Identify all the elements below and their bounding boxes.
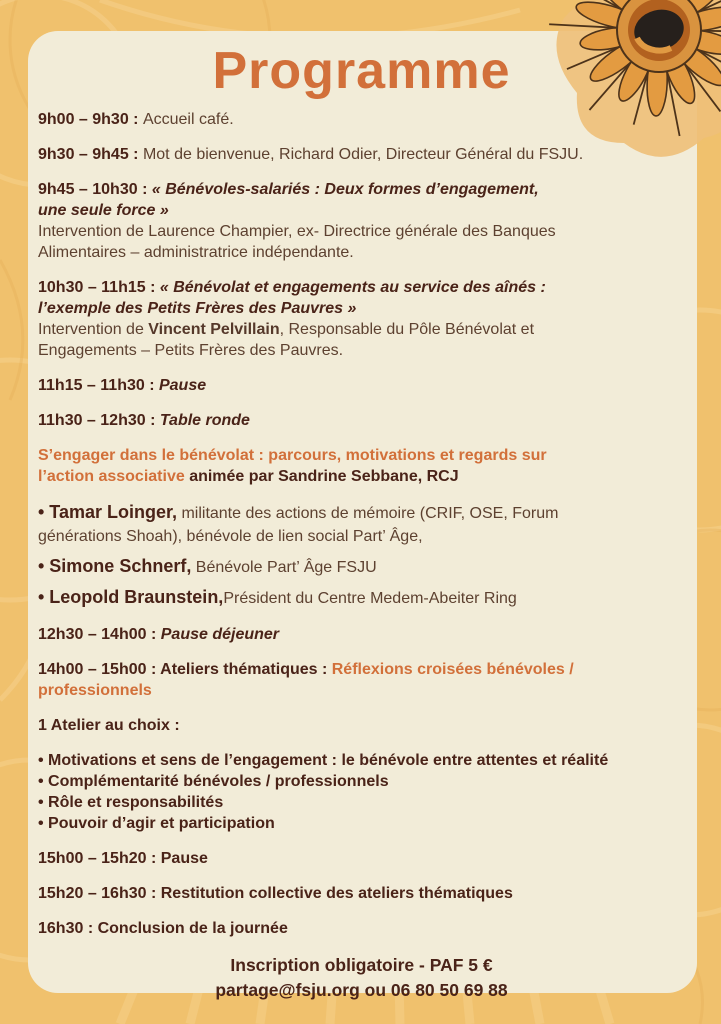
paragraph — [38, 277, 685, 361]
text-segment: Engagements – Petits Frères des Pauvres. — [38, 342, 344, 359]
footer — [38, 953, 685, 1003]
text-segment: Vincent Pelvillain — [148, 321, 280, 338]
paragraph — [38, 375, 685, 396]
paragraph — [38, 410, 685, 431]
text-segment: 15h00 – 15h20 : Pause — [38, 850, 208, 867]
text-segment: une seule force » — [38, 202, 169, 219]
footer-registration: Inscription obligatoire - PAF 5 € — [230, 955, 493, 975]
list-item — [38, 792, 685, 813]
text-segment: Réflexions croisées bénévoles / — [331, 661, 574, 678]
text-segment: S’engager dans le bénévolat : parcours, motivations et regards sur — [38, 447, 547, 464]
sunflower-illustration — [509, 0, 721, 218]
text-segment: 10h30 – 11h15 : — [38, 279, 160, 296]
list-item — [38, 771, 685, 792]
schedule-line — [38, 319, 685, 340]
text-segment: 1 Atelier au choix : — [38, 717, 180, 734]
schedule-line — [38, 586, 685, 610]
text-segment: Intervention de Laurence Champier, ex- Directrice générale des Banques — [38, 223, 556, 240]
schedule-line — [38, 242, 685, 263]
text-segment: Bénévole Part’ Âge FSJU — [191, 559, 377, 576]
text-segment: Alimentaires – administratrice indépendante. — [38, 244, 354, 261]
schedule-line — [38, 624, 685, 645]
text-segment: Pause déjeuner — [160, 626, 280, 643]
list-item — [38, 555, 685, 579]
text-segment: • Tamar Loinger, — [38, 502, 177, 522]
schedule-line — [38, 680, 685, 701]
text-segment: l’action associative — [38, 468, 190, 485]
text-segment: 16h30 : Conclusion de la journée — [38, 920, 288, 937]
schedule-paragraph — [38, 659, 685, 701]
text-segment: 9h00 – 9h30 : — [38, 111, 143, 128]
schedule-line — [38, 792, 685, 813]
text-segment: militante des actions de mémoire (CRIF, OSE, Forum — [177, 505, 559, 522]
schedule-paragraph — [38, 375, 685, 396]
text-segment: Accueil café. — [142, 111, 234, 128]
schedule-paragraph — [38, 715, 685, 736]
schedule-paragraph — [38, 277, 685, 361]
schedule-paragraph — [38, 918, 685, 939]
schedule-line — [38, 883, 685, 904]
text-segment: professionnels — [38, 682, 152, 699]
paragraph — [38, 659, 685, 701]
text-segment: Table ronde — [159, 412, 250, 429]
schedule-line — [38, 221, 685, 242]
text-segment: , Responsable du Pôle Bénévolat et — [279, 321, 535, 338]
text-segment: 11h15 – 11h30 : — [38, 377, 159, 394]
schedule-line — [38, 813, 685, 834]
text-segment: 9h30 – 9h45 : — [38, 146, 143, 163]
text-segment: 14h00 – 15h00 : Ateliers thématiques : — [38, 661, 332, 678]
paragraph — [38, 918, 685, 939]
list-item — [38, 750, 685, 771]
paragraph — [38, 445, 685, 487]
text-segment: 9h45 – 10h30 : — [38, 181, 152, 198]
footer-contact: partage@fsju.org ou 06 80 50 69 88 — [215, 980, 508, 1000]
text-segment: • Motivations et sens de l’engagement : le bénévole entre attentes et réalité — [38, 752, 609, 769]
list-item — [38, 501, 685, 548]
schedule-list-block — [38, 750, 685, 834]
text-segment: l’exemple des Petits Frères des Pauvres » — [38, 300, 357, 317]
text-segment: • Simone Schnerf, — [38, 556, 192, 576]
schedule-paragraph — [38, 410, 685, 431]
schedule-line — [38, 918, 685, 939]
schedule-line — [38, 525, 685, 548]
text-segment: animée par Sandrine Sebbane, RCJ — [189, 468, 459, 485]
text-segment: Mot de bienvenue, Richard Odier, Directeur Général du FSJU. — [142, 146, 584, 163]
schedule-line — [38, 848, 685, 869]
schedule-list-block — [38, 501, 685, 610]
text-segment: • Leopold Braunstein, — [38, 587, 224, 607]
schedule-line — [38, 750, 685, 771]
page-title: Programme — [212, 42, 511, 100]
text-segment: Intervention de — [38, 321, 149, 338]
text-segment: 15h20 – 16h30 : Restitution collective des ateliers thématiques — [38, 885, 513, 902]
text-segment: « Bénévolat et engagements au service des aînés : — [159, 279, 546, 296]
text-segment: Président du Centre Medem-Abeiter Ring — [223, 590, 517, 607]
text-segment: • Rôle et responsabilités — [38, 794, 224, 811]
text-segment: 11h30 – 12h30 : — [38, 412, 160, 429]
text-segment: 12h30 – 14h00 : — [38, 626, 161, 643]
list-item — [38, 586, 685, 610]
schedule-line — [38, 501, 685, 525]
schedule-paragraph — [38, 445, 685, 487]
schedule-paragraph — [38, 883, 685, 904]
schedule-list — [38, 109, 685, 939]
schedule-line — [38, 277, 685, 298]
text-segment: Pause — [158, 377, 207, 394]
schedule-line — [38, 340, 685, 361]
text-segment: « Bénévoles-salariés : Deux formes d’engagement, — [151, 181, 539, 198]
schedule-line — [38, 445, 685, 466]
schedule-paragraph — [38, 624, 685, 645]
text-segment: • Pouvoir d’agir et participation — [38, 815, 275, 832]
schedule-line — [38, 715, 685, 736]
schedule-line — [38, 555, 685, 579]
text-segment: générations Shoah), bénévole de lien social Part’ Âge, — [38, 528, 423, 545]
schedule-line — [38, 466, 685, 487]
paragraph — [38, 848, 685, 869]
paragraph — [38, 624, 685, 645]
schedule-line — [38, 659, 685, 680]
schedule-line — [38, 298, 685, 319]
text-segment: • Complémentarité bénévoles / professionnels — [38, 773, 389, 790]
list-item — [38, 813, 685, 834]
schedule-line — [38, 771, 685, 792]
schedule-paragraph — [38, 848, 685, 869]
schedule-line — [38, 410, 685, 431]
paragraph — [38, 715, 685, 736]
schedule-line — [38, 375, 685, 396]
paragraph — [38, 883, 685, 904]
